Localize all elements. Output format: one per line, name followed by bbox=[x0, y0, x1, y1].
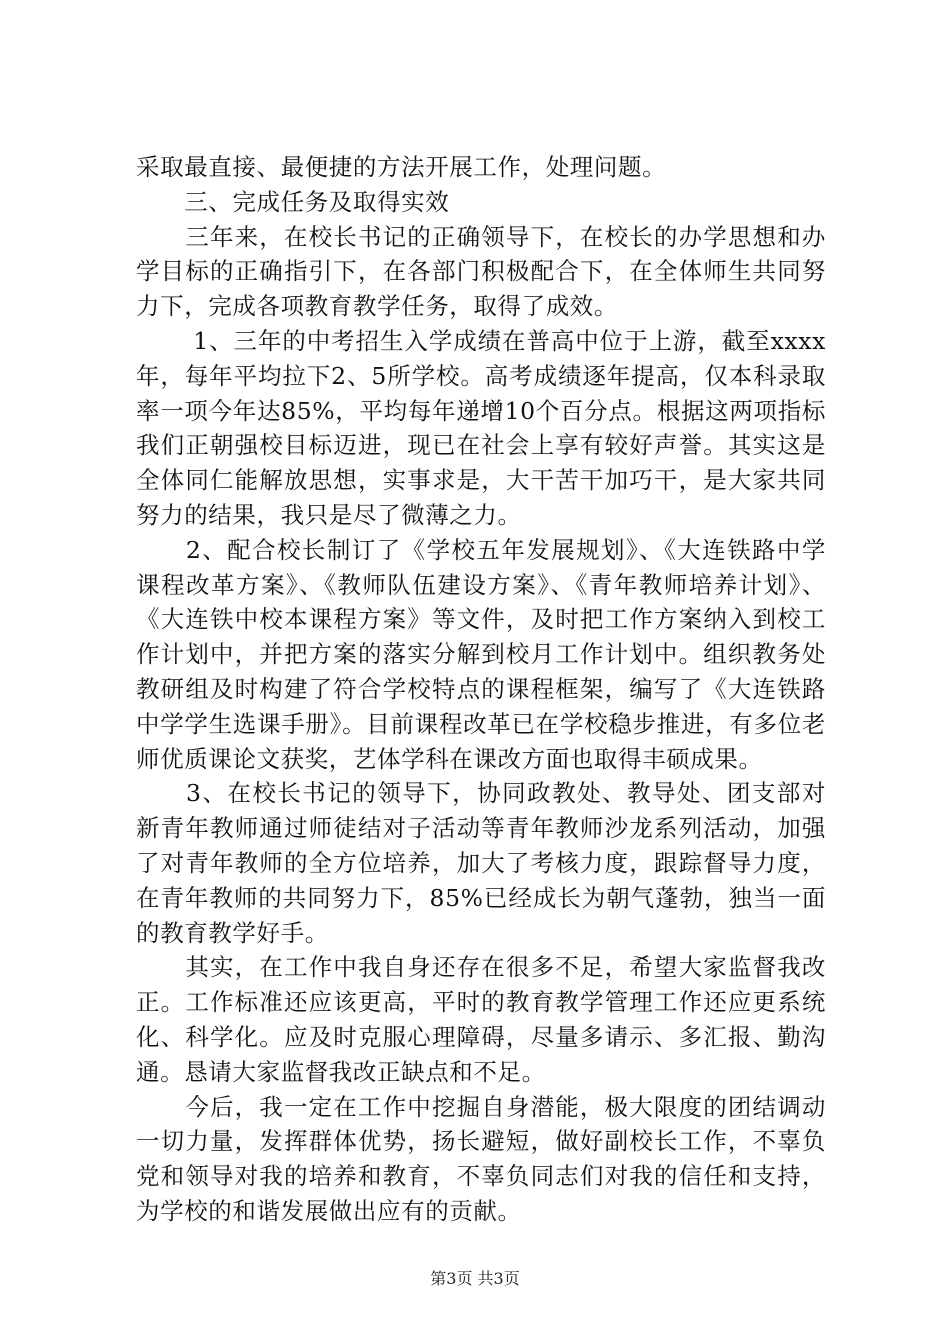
paragraph-shortcomings: 其实，在工作中我自身还存在很多不足，希望大家监督我改正。工作标准还应该更高，平时的教育教学管理工作还应更系统化、科学化。应及时克服心理障碍，尽量多请示、多汇报、勤沟通。恳请大家监督我改正缺点和不足。 bbox=[136, 953, 826, 1086]
paragraph-item-1: 1、三年的中考招生入学成绩在普高中位于上游，截至xxxx年，每年平均拉下2、5所学校。高考成绩逐年提高，仅本科录取率一项今年达85%，平均每年递增10个百分点。根据这两项指标我们正朝强校目标迈进，现已在社会上享有较好声誉。其实这是全体同仁能解放思想，实事求是，大干苦干加巧干，是大家共同努力的结果，我只是尽了微薄之力。 bbox=[136, 326, 826, 529]
paragraph-conclusion: 今后，我一定在工作中挖掘自身潜能，极大限度的团结调动一切力量，发挥群体优势，扬长避短，做好副校长工作，不辜负党和领导对我的培养和教育，不辜负同志们对我的信任和支持，为学校的和谐发展做出应有的贡献。 bbox=[136, 1092, 826, 1225]
paragraph-item-2: 2、配合校长制订了《学校五年发展规划》、《大连铁路中学课程改革方案》、《教师队伍建设方案》、《青年教师培养计划》、《大连铁中校本课程方案》等文件，及时把工作方案纳入到校工作计划中，并把方案的落实分解到校月工作计划中。组织教务处教研组及时构建了符合学校特点的课程框架，编写了《大连铁路中学学生选课手册》。目前课程改革已在学校稳步推进，有多位老师优质课论文获奖，艺体学科在课改方面也取得丰硕成果。 bbox=[136, 535, 826, 773]
section-heading: 三、完成任务及取得实效 bbox=[136, 187, 450, 216]
document-body bbox=[136, 150, 826, 1229]
paragraph-continuation: 采取最直接、最便捷的方法开展工作，处理问题。 bbox=[136, 153, 667, 181]
page-footer: 第3页 共3页 bbox=[430, 1269, 520, 1288]
paragraph-item-3: 3、在校长书记的领导下，协同政教处、教导处、团支部对新青年教师通过师徒结对子活动等青年教师沙龙系列活动，加强了对青年教师的全方位培养，加大了考核力度，跟踪督导力度，在青年教师的共同努力下，85%已经成长为朝气蓬勃，独当一面的教育教学好手。 bbox=[136, 779, 826, 947]
paragraph-intro: 三年来，在校长书记的正确领导下，在校长的办学思想和办学目标的正确指引下，在各部门积极配合下，在全体师生共同努力下，完成各项教育教学任务，取得了成效。 bbox=[136, 222, 826, 321]
